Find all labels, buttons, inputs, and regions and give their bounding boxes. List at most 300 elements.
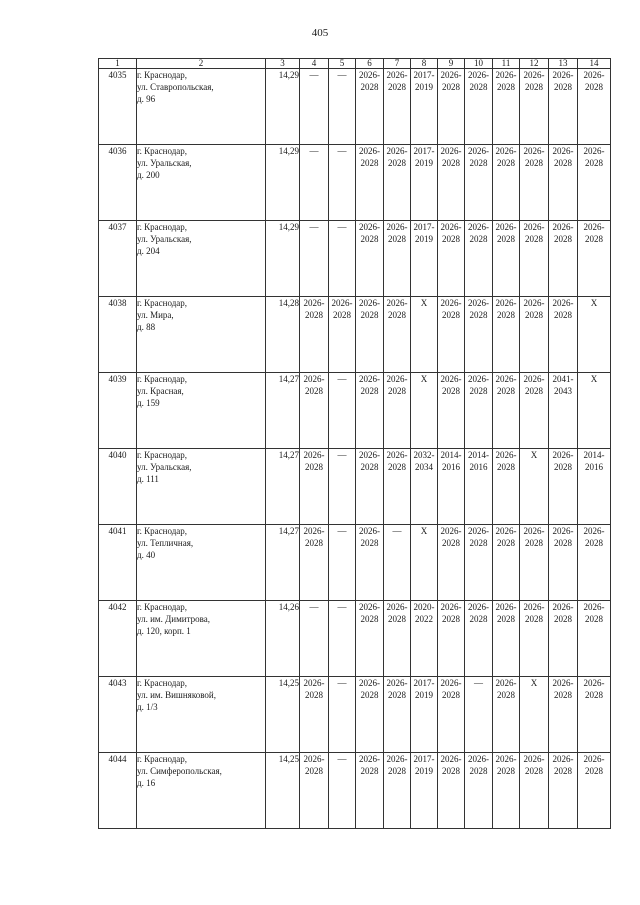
- period-cell: —: [329, 525, 356, 601]
- period-line: 2026-: [468, 602, 489, 612]
- value-cell: 14,25: [266, 677, 300, 753]
- period-line: 2026-: [440, 754, 462, 764]
- period-line: 2026-: [495, 450, 517, 460]
- address-line: д. 1/3: [137, 702, 158, 712]
- period-cell: [438, 297, 465, 373]
- address-line: д. 40: [137, 550, 156, 560]
- period-line: 2026-: [386, 450, 408, 460]
- period-line: 2026-: [523, 146, 545, 156]
- period-cell: —: [329, 753, 356, 829]
- period-line: 2028: [388, 766, 406, 776]
- period-line: 2026-: [303, 526, 325, 536]
- period-line: 2028: [525, 538, 543, 548]
- address-line: д. 159: [137, 398, 160, 408]
- period-line: 2028: [388, 82, 406, 92]
- period-line: 2028: [305, 310, 323, 320]
- period-cell: [356, 601, 384, 677]
- period-line: 2028: [469, 614, 488, 624]
- address-cell: [137, 69, 266, 145]
- period-line: 2028: [525, 614, 543, 624]
- address-line: г. Краснодар,: [137, 146, 188, 156]
- period-cell: [493, 145, 520, 221]
- period-line: 2026-: [495, 678, 517, 688]
- period-line: 2028: [305, 538, 323, 548]
- period-line: 2028: [554, 538, 572, 548]
- period-cell: [438, 677, 465, 753]
- period-cell: [520, 373, 549, 449]
- period-line: 2026-: [552, 602, 574, 612]
- period-cell: [411, 677, 438, 753]
- period-cell: [578, 677, 611, 753]
- value-cell: 14,29: [266, 69, 300, 145]
- period-cell: [438, 69, 465, 145]
- period-line: 2026-: [440, 70, 462, 80]
- period-line: 2028: [585, 690, 603, 700]
- period-line: 2026-: [552, 526, 574, 536]
- period-cell: [356, 677, 384, 753]
- period-line: 2028: [360, 462, 379, 472]
- period-cell: [384, 677, 411, 753]
- period-line: 2026-: [386, 70, 408, 80]
- row-number: 4038: [99, 297, 137, 373]
- address-line: ул. Уральская,: [137, 158, 192, 168]
- period-cell: —: [384, 525, 411, 601]
- period-line: 2026-: [440, 526, 462, 536]
- period-line: 2028: [305, 462, 323, 472]
- table-row: [99, 677, 611, 753]
- period-cell: [549, 373, 578, 449]
- period-cell: —: [300, 221, 329, 297]
- period-line: 2026-: [359, 678, 380, 688]
- period-line: 2026-: [552, 146, 574, 156]
- period-line: 2017-: [413, 70, 435, 80]
- period-line: 2028: [469, 538, 488, 548]
- period-line: 2026-: [468, 298, 489, 308]
- period-line: 2026-: [386, 222, 408, 232]
- period-cell: [549, 297, 578, 373]
- period-cell: [493, 221, 520, 297]
- period-line: 2026-: [523, 374, 545, 384]
- period-line: 2028: [388, 462, 406, 472]
- value-cell: 14,29: [266, 145, 300, 221]
- period-line: 2028: [554, 310, 572, 320]
- period-line: 2028: [525, 386, 543, 396]
- period-line: 2028: [360, 310, 379, 320]
- period-cell: [578, 753, 611, 829]
- period-line: 2028: [525, 234, 543, 244]
- period-line: 2026-: [440, 602, 462, 612]
- period-cell: —: [300, 145, 329, 221]
- period-line: 2026-: [495, 754, 517, 764]
- period-line: 2028: [525, 310, 543, 320]
- period-line: 2028: [442, 82, 460, 92]
- period-line: 2026-: [303, 374, 325, 384]
- period-cell: —: [329, 373, 356, 449]
- period-cell: [520, 601, 549, 677]
- period-cell: [356, 525, 384, 601]
- period-line: 2026-: [386, 146, 408, 156]
- period-line: 2026-: [552, 678, 574, 688]
- period-cell: [465, 221, 493, 297]
- address-cell: [137, 753, 266, 829]
- period-line: 2026-: [468, 754, 489, 764]
- column-number: 3: [266, 59, 300, 69]
- period-line: 2026-: [583, 70, 605, 80]
- period-cell: [384, 373, 411, 449]
- period-cell: [549, 753, 578, 829]
- period-line: 2026-: [359, 602, 380, 612]
- period-line: 2028: [388, 310, 406, 320]
- period-cell: [578, 145, 611, 221]
- period-cell: X: [411, 525, 438, 601]
- address-line: г. Краснодар,: [137, 374, 188, 384]
- period-line: 2019: [415, 234, 433, 244]
- period-line: 2026-: [583, 754, 605, 764]
- period-cell: [520, 69, 549, 145]
- period-line: 2026-: [523, 526, 545, 536]
- column-number: 6: [356, 59, 384, 69]
- period-cell: [578, 69, 611, 145]
- period-cell: [356, 69, 384, 145]
- period-line: 2017-: [413, 678, 435, 688]
- period-cell: [493, 69, 520, 145]
- period-line: 2028: [469, 310, 488, 320]
- period-cell: [438, 449, 465, 525]
- period-line: 2026-: [552, 298, 574, 308]
- period-line: 2028: [360, 614, 379, 624]
- period-cell: X: [520, 449, 549, 525]
- period-line: 2028: [497, 386, 515, 396]
- address-line: ул. Красная,: [137, 386, 184, 396]
- period-line: 2028: [525, 82, 543, 92]
- period-line: 2026-: [386, 754, 408, 764]
- table-row: [99, 297, 611, 373]
- period-line: 2016: [469, 462, 488, 472]
- period-line: 2028: [554, 614, 572, 624]
- table-row: [99, 525, 611, 601]
- period-cell: X: [411, 297, 438, 373]
- address-line: ул. Уральская,: [137, 462, 192, 472]
- column-number: 14: [578, 59, 611, 69]
- period-line: 2026-: [495, 526, 517, 536]
- period-cell: [465, 753, 493, 829]
- period-cell: [465, 525, 493, 601]
- period-line: 2026-: [386, 678, 408, 688]
- row-number: 4039: [99, 373, 137, 449]
- period-line: 2026-: [386, 298, 408, 308]
- period-cell: [356, 145, 384, 221]
- period-line: 2028: [554, 234, 572, 244]
- period-line: 2019: [415, 766, 433, 776]
- value-cell: 14,28: [266, 297, 300, 373]
- period-cell: [493, 677, 520, 753]
- period-cell: —: [300, 601, 329, 677]
- address-line: г. Краснодар,: [137, 678, 188, 688]
- period-cell: [356, 297, 384, 373]
- period-cell: [384, 753, 411, 829]
- period-line: 2026-: [359, 526, 380, 536]
- period-line: 2026-: [468, 526, 489, 536]
- row-number: 4035: [99, 69, 137, 145]
- period-line: 2028: [442, 766, 460, 776]
- period-line: 2028: [442, 690, 460, 700]
- period-line: 2034: [415, 462, 433, 472]
- period-line: 2041-: [552, 374, 574, 384]
- period-line: 2026-: [583, 678, 605, 688]
- address-line: ул. Тепличная,: [137, 538, 194, 548]
- period-line: 2026-: [468, 374, 489, 384]
- period-line: 2026-: [303, 450, 325, 460]
- period-line: 2014-: [440, 450, 462, 460]
- period-cell: X: [578, 373, 611, 449]
- period-cell: [549, 677, 578, 753]
- column-number: 1: [99, 59, 137, 69]
- period-line: 2028: [388, 690, 406, 700]
- period-line: 2022: [415, 614, 433, 624]
- period-line: 2028: [360, 234, 379, 244]
- address-line: д. 200: [137, 170, 160, 180]
- period-line: 2026-: [523, 298, 545, 308]
- address-line: г. Краснодар,: [137, 450, 188, 460]
- period-line: 2028: [469, 766, 488, 776]
- period-cell: [356, 373, 384, 449]
- address-line: д. 204: [137, 246, 160, 256]
- address-cell: [137, 525, 266, 601]
- period-cell: [438, 753, 465, 829]
- period-line: 2028: [333, 310, 351, 320]
- period-line: 2026-: [303, 754, 325, 764]
- period-cell: [465, 373, 493, 449]
- period-line: 2028: [469, 158, 488, 168]
- address-line: г. Краснодар,: [137, 222, 188, 232]
- period-cell: [411, 753, 438, 829]
- period-cell: [438, 221, 465, 297]
- period-cell: [384, 297, 411, 373]
- period-line: 2028: [469, 386, 488, 396]
- address-line: ул. Уральская,: [137, 234, 192, 244]
- address-line: д. 88: [137, 322, 156, 332]
- period-line: 2028: [497, 234, 515, 244]
- period-cell: [465, 297, 493, 373]
- period-cell: [438, 525, 465, 601]
- address-cell: [137, 677, 266, 753]
- address-cell: [137, 373, 266, 449]
- period-line: 2026-: [440, 374, 462, 384]
- period-line: 2028: [305, 690, 323, 700]
- period-line: 2028: [360, 538, 379, 548]
- period-line: 2028: [585, 538, 603, 548]
- period-cell: [384, 145, 411, 221]
- period-cell: [384, 601, 411, 677]
- period-cell: [411, 145, 438, 221]
- period-line: 2026-: [440, 678, 462, 688]
- column-number: 10: [465, 59, 493, 69]
- period-line: 2028: [442, 310, 460, 320]
- period-cell: [520, 145, 549, 221]
- period-cell: [329, 297, 356, 373]
- period-cell: [520, 221, 549, 297]
- row-number: 4036: [99, 145, 137, 221]
- period-cell: [411, 221, 438, 297]
- period-cell: [411, 449, 438, 525]
- period-line: 2028: [585, 234, 603, 244]
- address-line: г. Краснодар,: [137, 526, 188, 536]
- address-line: ул. Мира,: [137, 310, 174, 320]
- period-cell: [493, 601, 520, 677]
- period-line: 2028: [360, 158, 379, 168]
- period-line: 2026-: [359, 70, 380, 80]
- column-number: 4: [300, 59, 329, 69]
- period-cell: [578, 525, 611, 601]
- column-number: 2: [137, 59, 266, 69]
- address-line: д. 16: [137, 778, 156, 788]
- period-line: 2028: [388, 158, 406, 168]
- period-line: 2026-: [495, 70, 517, 80]
- address-line: г. Краснодар,: [137, 754, 188, 764]
- period-cell: [549, 145, 578, 221]
- period-line: 2028: [554, 82, 572, 92]
- period-cell: [356, 449, 384, 525]
- period-line: 2032-: [413, 450, 435, 460]
- column-number: 11: [493, 59, 520, 69]
- period-line: 2016: [442, 462, 460, 472]
- address-line: ул. Симферопольская,: [137, 766, 222, 776]
- period-line: 2028: [554, 158, 572, 168]
- period-line: 2026-: [440, 298, 462, 308]
- value-cell: 14,25: [266, 753, 300, 829]
- period-line: 2026-: [303, 678, 325, 688]
- period-cell: —: [329, 601, 356, 677]
- period-line: 2028: [585, 614, 603, 624]
- period-cell: —: [465, 677, 493, 753]
- period-line: 2028: [442, 614, 460, 624]
- period-line: 2028: [388, 614, 406, 624]
- period-line: 2028: [585, 766, 603, 776]
- column-number: 13: [549, 59, 578, 69]
- period-cell: [465, 601, 493, 677]
- column-number: 12: [520, 59, 549, 69]
- address-cell: [137, 221, 266, 297]
- period-line: 2026-: [495, 374, 517, 384]
- value-cell: 14,27: [266, 525, 300, 601]
- period-cell: [411, 69, 438, 145]
- period-line: 2014-: [583, 450, 605, 460]
- period-line: 2028: [388, 386, 406, 396]
- register-table: [98, 58, 611, 829]
- table-row: [99, 601, 611, 677]
- period-line: 2026-: [552, 70, 574, 80]
- address-line: д. 111: [137, 474, 159, 484]
- period-cell: [438, 145, 465, 221]
- period-line: 2028: [360, 82, 379, 92]
- period-cell: [578, 601, 611, 677]
- period-line: 2019: [415, 82, 433, 92]
- row-number: 4042: [99, 601, 137, 677]
- period-line: 2026-: [331, 298, 353, 308]
- period-line: 2026-: [495, 222, 517, 232]
- period-cell: [300, 449, 329, 525]
- period-line: 2028: [497, 82, 515, 92]
- period-line: 2026-: [523, 70, 545, 80]
- period-line: 2028: [360, 690, 379, 700]
- period-cell: —: [300, 69, 329, 145]
- period-line: 2028: [469, 234, 488, 244]
- period-cell: [300, 297, 329, 373]
- period-line: 2026-: [359, 754, 380, 764]
- period-line: 2028: [360, 766, 379, 776]
- period-line: 2028: [497, 462, 515, 472]
- address-cell: [137, 601, 266, 677]
- period-line: 2026-: [359, 298, 380, 308]
- period-line: 2028: [585, 158, 603, 168]
- address-cell: [137, 145, 266, 221]
- period-line: 2028: [585, 82, 603, 92]
- period-cell: [465, 145, 493, 221]
- period-line: 2026-: [552, 222, 574, 232]
- period-line: 2017-: [413, 146, 435, 156]
- period-cell: [549, 525, 578, 601]
- row-number: 4044: [99, 753, 137, 829]
- period-line: 2026-: [359, 450, 380, 460]
- value-cell: 14,26: [266, 601, 300, 677]
- period-line: 2014-: [468, 450, 489, 460]
- period-line: 2026-: [468, 70, 489, 80]
- period-cell: X: [411, 373, 438, 449]
- header-row: [99, 59, 611, 69]
- table-row: [99, 69, 611, 145]
- table-row: [99, 449, 611, 525]
- period-line: 2028: [554, 462, 572, 472]
- period-cell: [384, 449, 411, 525]
- period-cell: [520, 297, 549, 373]
- period-line: 2026-: [359, 374, 380, 384]
- period-line: 2028: [525, 766, 543, 776]
- period-line: 2028: [442, 234, 460, 244]
- period-cell: [549, 601, 578, 677]
- period-cell: [300, 525, 329, 601]
- address-line: г. Краснодар,: [137, 602, 188, 612]
- address-cell: [137, 449, 266, 525]
- period-cell: —: [329, 69, 356, 145]
- page-number: 405: [311, 27, 329, 39]
- period-line: 2026-: [386, 374, 408, 384]
- period-line: 2043: [554, 386, 572, 396]
- period-line: 2016: [585, 462, 603, 472]
- address-line: ул. Ставропольская,: [137, 82, 214, 92]
- column-number: 8: [411, 59, 438, 69]
- period-line: 2026-: [495, 298, 517, 308]
- row-number: 4040: [99, 449, 137, 525]
- table-row: [99, 373, 611, 449]
- period-line: 2026-: [523, 602, 545, 612]
- table-row: [99, 221, 611, 297]
- period-line: 2026-: [495, 146, 517, 156]
- period-line: 2026-: [552, 754, 574, 764]
- period-line: 2019: [415, 158, 433, 168]
- period-line: 2017-: [413, 222, 435, 232]
- row-number: 4041: [99, 525, 137, 601]
- period-cell: [438, 601, 465, 677]
- period-line: 2028: [497, 766, 515, 776]
- period-line: 2026-: [440, 146, 462, 156]
- value-cell: 14,27: [266, 373, 300, 449]
- period-line: 2026-: [523, 222, 545, 232]
- period-cell: —: [329, 449, 356, 525]
- period-line: 2028: [388, 234, 406, 244]
- period-line: 2026-: [468, 222, 489, 232]
- period-cell: [356, 753, 384, 829]
- period-cell: X: [578, 297, 611, 373]
